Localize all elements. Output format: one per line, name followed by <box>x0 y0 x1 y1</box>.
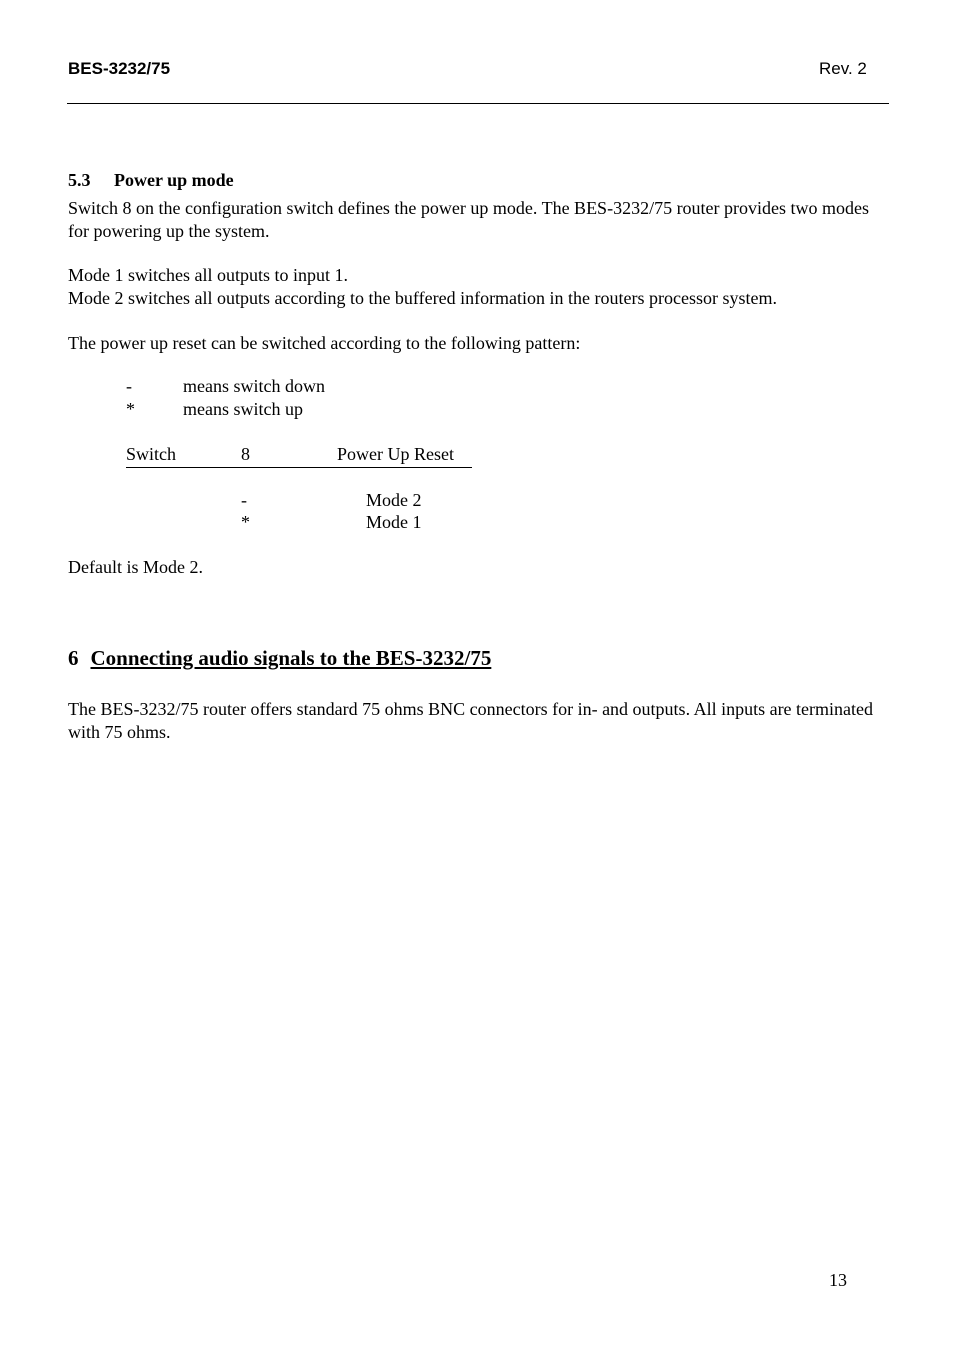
table-cell-switch-state: * <box>241 512 250 532</box>
section-heading-5-3 <box>68 170 234 191</box>
page-number: 13 <box>829 1270 847 1290</box>
table-cell-switch-state: - <box>241 490 247 510</box>
legend-symbol: - <box>126 376 132 396</box>
table-cell-mode: Mode 2 <box>366 490 422 510</box>
default-note: Default is Mode 2. <box>68 557 203 577</box>
pattern-intro: The power up reset can be switched according to the following pattern: <box>68 333 581 353</box>
paragraph-connectors: The BES-3232/75 router offers standard 75 ohms BNC connectors for in- and outputs. All inputs are terminated with 75 ohms. <box>68 699 874 742</box>
table-header-row <box>126 444 472 468</box>
section-title: Connecting audio signals to the BES-3232/75 <box>90 646 492 670</box>
section-title: Power up mode <box>114 170 234 190</box>
table-header-switch-number: 8 <box>241 444 250 464</box>
legend-meaning: means switch up <box>183 399 303 419</box>
legend-meaning: means switch down <box>183 376 325 396</box>
table-cell-mode: Mode 1 <box>366 512 422 532</box>
header-divider <box>67 103 889 104</box>
mode-2-description: Mode 2 switches all outputs according to the buffered information in the routers processor system. <box>68 288 778 308</box>
revision-label: Rev. 2 <box>819 59 867 78</box>
legend-symbol: * <box>126 399 135 419</box>
section-number: 6 <box>68 646 79 670</box>
document-id: BES-3232/75 <box>68 59 171 78</box>
section-heading-6 <box>68 646 491 671</box>
paragraph-switch-8: Switch 8 on the configuration switch defines the power up mode. The BES-3232/75 router provides two modes for powering up the system. <box>68 198 870 241</box>
table-header-switch: Switch <box>126 444 177 464</box>
section-number: 5.3 <box>68 170 91 190</box>
mode-1-description: Mode 1 switches all outputs to input 1. <box>68 265 348 285</box>
table-header-power-up-reset: Power Up Reset <box>337 444 454 464</box>
